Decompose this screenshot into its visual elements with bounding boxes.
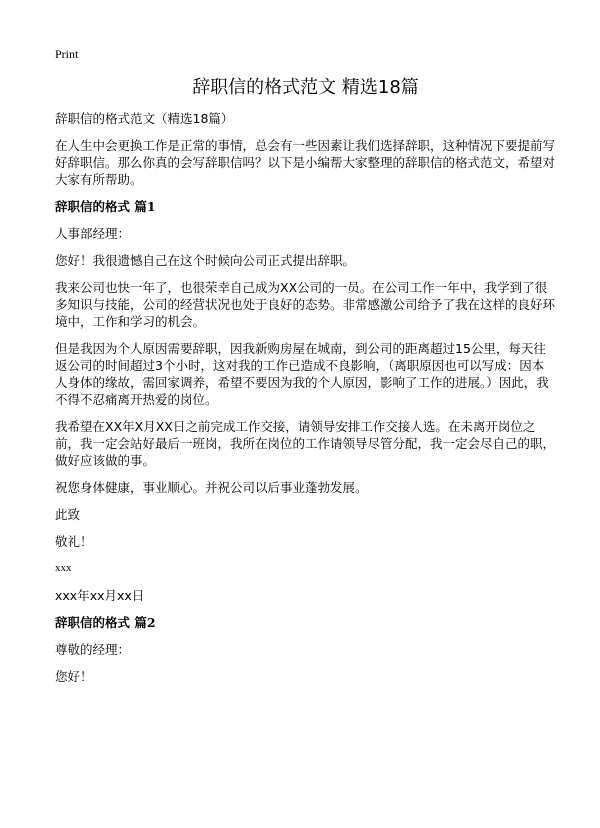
intro-subtitle: 辞职信的格式范文（精选18篇） xyxy=(55,111,234,126)
article-1-date: xxx年xx月xx日 xyxy=(55,588,145,603)
article-1-paragraph-1: 我来公司也快一年了，也很荣幸自己成为XX公司的一员。在公司工作一年中，我学到了很多知识与技能，公司的经营状况也处于良好的态势。非常感激公司给予了我在这样的良好环境中，工作和学习的机会。 xyxy=(55,280,556,329)
article-1-signature: xxx xyxy=(55,562,72,574)
page-title: 辞职信的格式范文 精选18篇 xyxy=(192,77,419,98)
article-1-closing-2: 敬礼！ xyxy=(55,534,93,549)
article-2-heading: 辞职信的格式 篇2 xyxy=(55,615,156,630)
article-1-salutation: 人事部经理： xyxy=(55,226,131,241)
article-1-paragraph-2: 但是我因为个人原因需要辞职，因我新购房屋在城南，到公司的距离超过15公里，每天往返公司的时间超过3个小时，这对我的工作已造成不良影响，（离职原因也可以写成：因本人身体的缘故，需回家调养，希望不要因为我的个人原因，影响了工作的进展。）因此，我不得不忍痛离开热爱的岗位。 xyxy=(55,341,549,407)
intro-paragraph: 在人生中会更换工作是正常的事情，总会有一些因素让我们选择辞职，这种情况下要提前写好辞职信。那么你真的会写辞职信吗？以下是小编帮大家整理的辞职信的格式范文，希望对大家有所帮助。 xyxy=(55,138,556,187)
article-1-closing-1: 此致 xyxy=(55,507,81,522)
article-1-heading: 辞职信的格式 篇1 xyxy=(55,199,156,214)
article-1-paragraph-3: 我希望在XX年X月XX日之前完成工作交接，请领导安排工作交接人选。在未离开岗位之前，我一定会站好最后一班岗，我所在岗位的工作请领导尽管分配，我一定会尽自己的职，做好应该做的事。 xyxy=(55,419,556,468)
article-2-greeting: 您好！ xyxy=(55,669,93,684)
article-1-wish: 祝您身体健康，事业顺心。并祝公司以后事业蓬勃发展。 xyxy=(55,480,368,495)
article-1-greeting: 您好！我很遗憾自己在这个时候向公司正式提出辞职。 xyxy=(55,253,356,268)
print-link[interactable]: Print xyxy=(55,47,79,61)
article-2-salutation: 尊敬的经理： xyxy=(55,642,131,657)
